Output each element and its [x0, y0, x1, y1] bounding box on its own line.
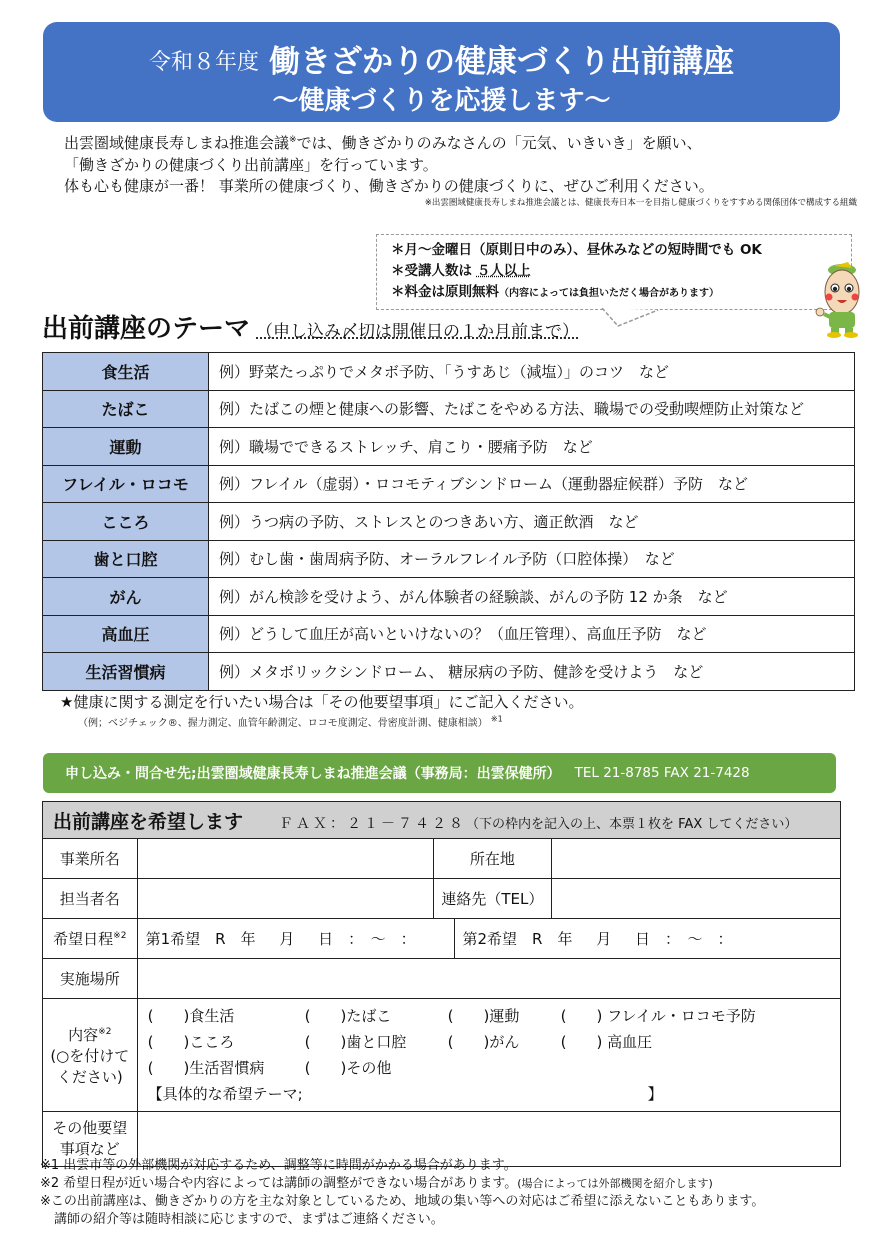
theme-category: たばこ	[43, 390, 209, 428]
callout-tail-icon	[600, 308, 660, 330]
option-exercise[interactable]: ( )運動	[447, 1007, 520, 1025]
note-mark: ※2	[113, 931, 127, 941]
footnotes	[40, 1157, 764, 1229]
note-mark: ※	[289, 135, 297, 145]
measurement-note: ★健康に関する測定を行いたい場合は「その他要望事項」にご記入ください。	[60, 693, 584, 711]
themes-table	[42, 352, 855, 691]
office-name-field[interactable]	[137, 839, 434, 879]
deadline-note: （申し込み〆切は開催日の１か月前まで）	[256, 322, 580, 342]
content-label-sub: (○を付けて	[50, 1047, 130, 1065]
date-label	[43, 919, 138, 959]
content-options	[137, 999, 840, 1112]
title-banner	[43, 22, 840, 122]
intro-line-3: 体も心も健康が一番！ 事業所の健康づくり、働きざかりの健康づくりに、ぜひご利用ください。	[64, 177, 714, 195]
person-field[interactable]	[137, 879, 434, 919]
form-instructions: （下の枠内を記入の上、本票１枚を FAX してください）	[466, 816, 798, 832]
option-frailty[interactable]: ( ) フレイル・ロコモ予防	[560, 1007, 756, 1025]
org-footnote: ※出雲圏域健康長寿しまね推進会議とは、健康長寿日本一を目指し健康づくりをすすめる関係団体で構成する組織	[424, 198, 857, 208]
theme-example: 例）むし歯・歯周病予防、オーラルフレイル予防（口腔体操） など	[209, 540, 855, 578]
contact-label: 申し込み・問合せ先;出雲圏域健康長寿しまね推進会議（事務局：出雲保健所）	[65, 766, 561, 782]
theme-example: 例）がん検診を受けよう、がん体験者の経験談、がんの予防 12 か条 など	[209, 578, 855, 616]
option-oral[interactable]: ( )歯と口腔	[304, 1033, 407, 1051]
theme-category: 高血圧	[43, 615, 209, 653]
table-row	[43, 390, 855, 428]
form-header	[43, 802, 841, 839]
table-row	[43, 428, 855, 466]
second-choice-date-field[interactable]: 第2希望 R 年 月 日 ： ～ ：	[454, 919, 841, 959]
theme-category: 食生活	[43, 353, 209, 391]
person-label: 担当者名	[43, 879, 138, 919]
mascot-icon	[812, 262, 872, 338]
option-other[interactable]: ( )その他	[304, 1059, 392, 1077]
callout-participants	[391, 261, 851, 282]
table-row	[43, 353, 855, 391]
footnote-3: ※この出前講座は、働きざかりの方を主な対象としているため、地域の集い等への対応はご希望に添えないこともあります。	[40, 1194, 765, 1209]
theme-category: 生活習慣病	[43, 653, 209, 691]
intro-line-1	[64, 130, 714, 155]
note-mark: ※1	[490, 714, 503, 724]
option-hypertension[interactable]: ( ) 高血圧	[560, 1033, 653, 1051]
table-row	[43, 465, 855, 503]
footnote-1: ※1 出雲市等の外部機関が対応するため、調整等に時間がかかる場合があります。	[40, 1158, 517, 1173]
page-title: 働きざかりの健康づくり出前講座	[269, 44, 734, 80]
theme-category: 運動	[43, 428, 209, 466]
office-name-label: 事業所名	[43, 839, 138, 879]
content-label-sub: ください)	[56, 1068, 123, 1086]
callout-participants-label: ＊受講人数は	[391, 263, 472, 279]
callout-fee-note: （内容によっては負担いただく場合があります）	[499, 288, 719, 299]
intro-line-1-rest: では、働きざかりのみなさんの「元気、いきいき」を願い、	[296, 134, 702, 152]
footnote-4: 講師の紹介等は随時相談に応じますので、まずはご連絡ください。	[54, 1212, 444, 1227]
form-fax: ＦＡＸ：２１－７４２８	[279, 815, 467, 832]
content-label	[43, 999, 138, 1112]
theme-category: こころ	[43, 503, 209, 541]
measurement-examples	[78, 714, 503, 729]
table-row	[43, 540, 855, 578]
theme-example: 例）どうして血圧が高いといけないの？（血圧管理）、高血圧予防 など	[209, 615, 855, 653]
other-requests-label-line: その他要望	[52, 1119, 128, 1137]
option-row	[148, 1029, 830, 1055]
location-label: 所在地	[434, 839, 551, 879]
table-row	[43, 615, 855, 653]
year-prefix: 令和８年度	[148, 50, 259, 75]
intro-line-2: 「働きざかりの健康づくり出前講座」を行っています。	[64, 155, 438, 174]
contact-bar	[43, 753, 836, 793]
table-row	[43, 653, 855, 691]
footnote-2-text: ※2 希望日程が近い場合や内容によっては講師の調整ができない場合があります。	[40, 1176, 518, 1191]
callout-fee	[391, 282, 851, 304]
callout-schedule: ＊月～金曜日（原則日中のみ）、昼休みなどの短時間でも OK	[391, 242, 762, 258]
footnote-2	[40, 1175, 764, 1193]
option-mental[interactable]: ( )こころ	[147, 1033, 235, 1051]
callout-fee-label: ＊料金は原則無料	[391, 284, 499, 300]
theme-example: 例）うつ病の予防、ストレスとのつきあい方、適正飲酒 など	[209, 503, 855, 541]
option-row	[148, 1055, 830, 1081]
callout-participants-value: ５人以上	[476, 263, 531, 279]
content-label-main	[43, 1022, 137, 1046]
themes-heading	[42, 308, 579, 345]
themes-title: 出前講座のテーマ	[42, 314, 251, 344]
title-line	[43, 36, 840, 81]
venue-label: 実施場所	[43, 959, 138, 999]
specific-theme-field[interactable]: 【具体的な希望テーマ; 】	[147, 1085, 663, 1103]
option-lifestyle[interactable]: ( )生活習慣病	[147, 1059, 265, 1077]
option-cancer[interactable]: ( )がん	[447, 1033, 520, 1051]
first-choice-date-field[interactable]: 第1希望 R 年 月 日 ： ～ ：	[137, 919, 454, 959]
content-label-text: 内容	[68, 1026, 99, 1044]
conditions-callout	[376, 234, 852, 310]
location-field[interactable]	[551, 839, 840, 879]
org-name: 出雲圏域健康長寿しまね推進会議	[64, 134, 290, 152]
option-tobacco[interactable]: ( )たばこ	[304, 1007, 392, 1025]
option-diet[interactable]: ( )食生活	[147, 1007, 235, 1025]
theme-category: がん	[43, 578, 209, 616]
other-requests-label-line: 事項など	[59, 1140, 120, 1158]
option-row	[148, 1003, 830, 1029]
page-subtitle: ～健康づくりを応援します～	[272, 86, 611, 116]
measurement-examples-text: （例；ベジチェック®、握力測定、血管年齢測定、ロコモ度測定、骨密度計測、健康相談）	[78, 718, 488, 729]
theme-example: 例）職場でできるストレッチ、肩こり・腰痛予防 など	[209, 428, 855, 466]
contact-tel-field[interactable]	[551, 879, 840, 919]
contact-tel-label: 連絡先（TEL）	[434, 879, 551, 919]
theme-example: 例）メタボリックシンドローム、 糖尿病の予防、健診を受けよう など	[209, 653, 855, 691]
intro-text	[64, 130, 714, 198]
theme-example: 例）たばこの煙と健康への影響、たばこをやめる方法、職場での受動喫煙防止対策など	[209, 390, 855, 428]
form-title: 出前講座を希望します	[53, 810, 244, 833]
theme-category: フレイル・ロコモ	[43, 465, 209, 503]
venue-field[interactable]	[137, 959, 840, 999]
footnote-2-note: (場合によっては外部機関を紹介します)	[517, 1177, 713, 1190]
table-row	[43, 503, 855, 541]
theme-example: 例）野菜たっぷりでメタボ予防、「うすあじ（減塩）」のコツ など	[209, 353, 855, 391]
table-row	[43, 578, 855, 616]
theme-category: 歯と口腔	[43, 540, 209, 578]
application-form	[42, 801, 841, 1167]
date-label-text: 希望日程	[53, 930, 114, 948]
contact-tel-fax: TEL 21-8785 FAX 21-7428	[574, 765, 750, 781]
theme-example: 例）フレイル（虚弱）・ロコモティブシンドローム（運動器症候群）予防 など	[209, 465, 855, 503]
note-mark: ※2	[98, 1027, 112, 1037]
